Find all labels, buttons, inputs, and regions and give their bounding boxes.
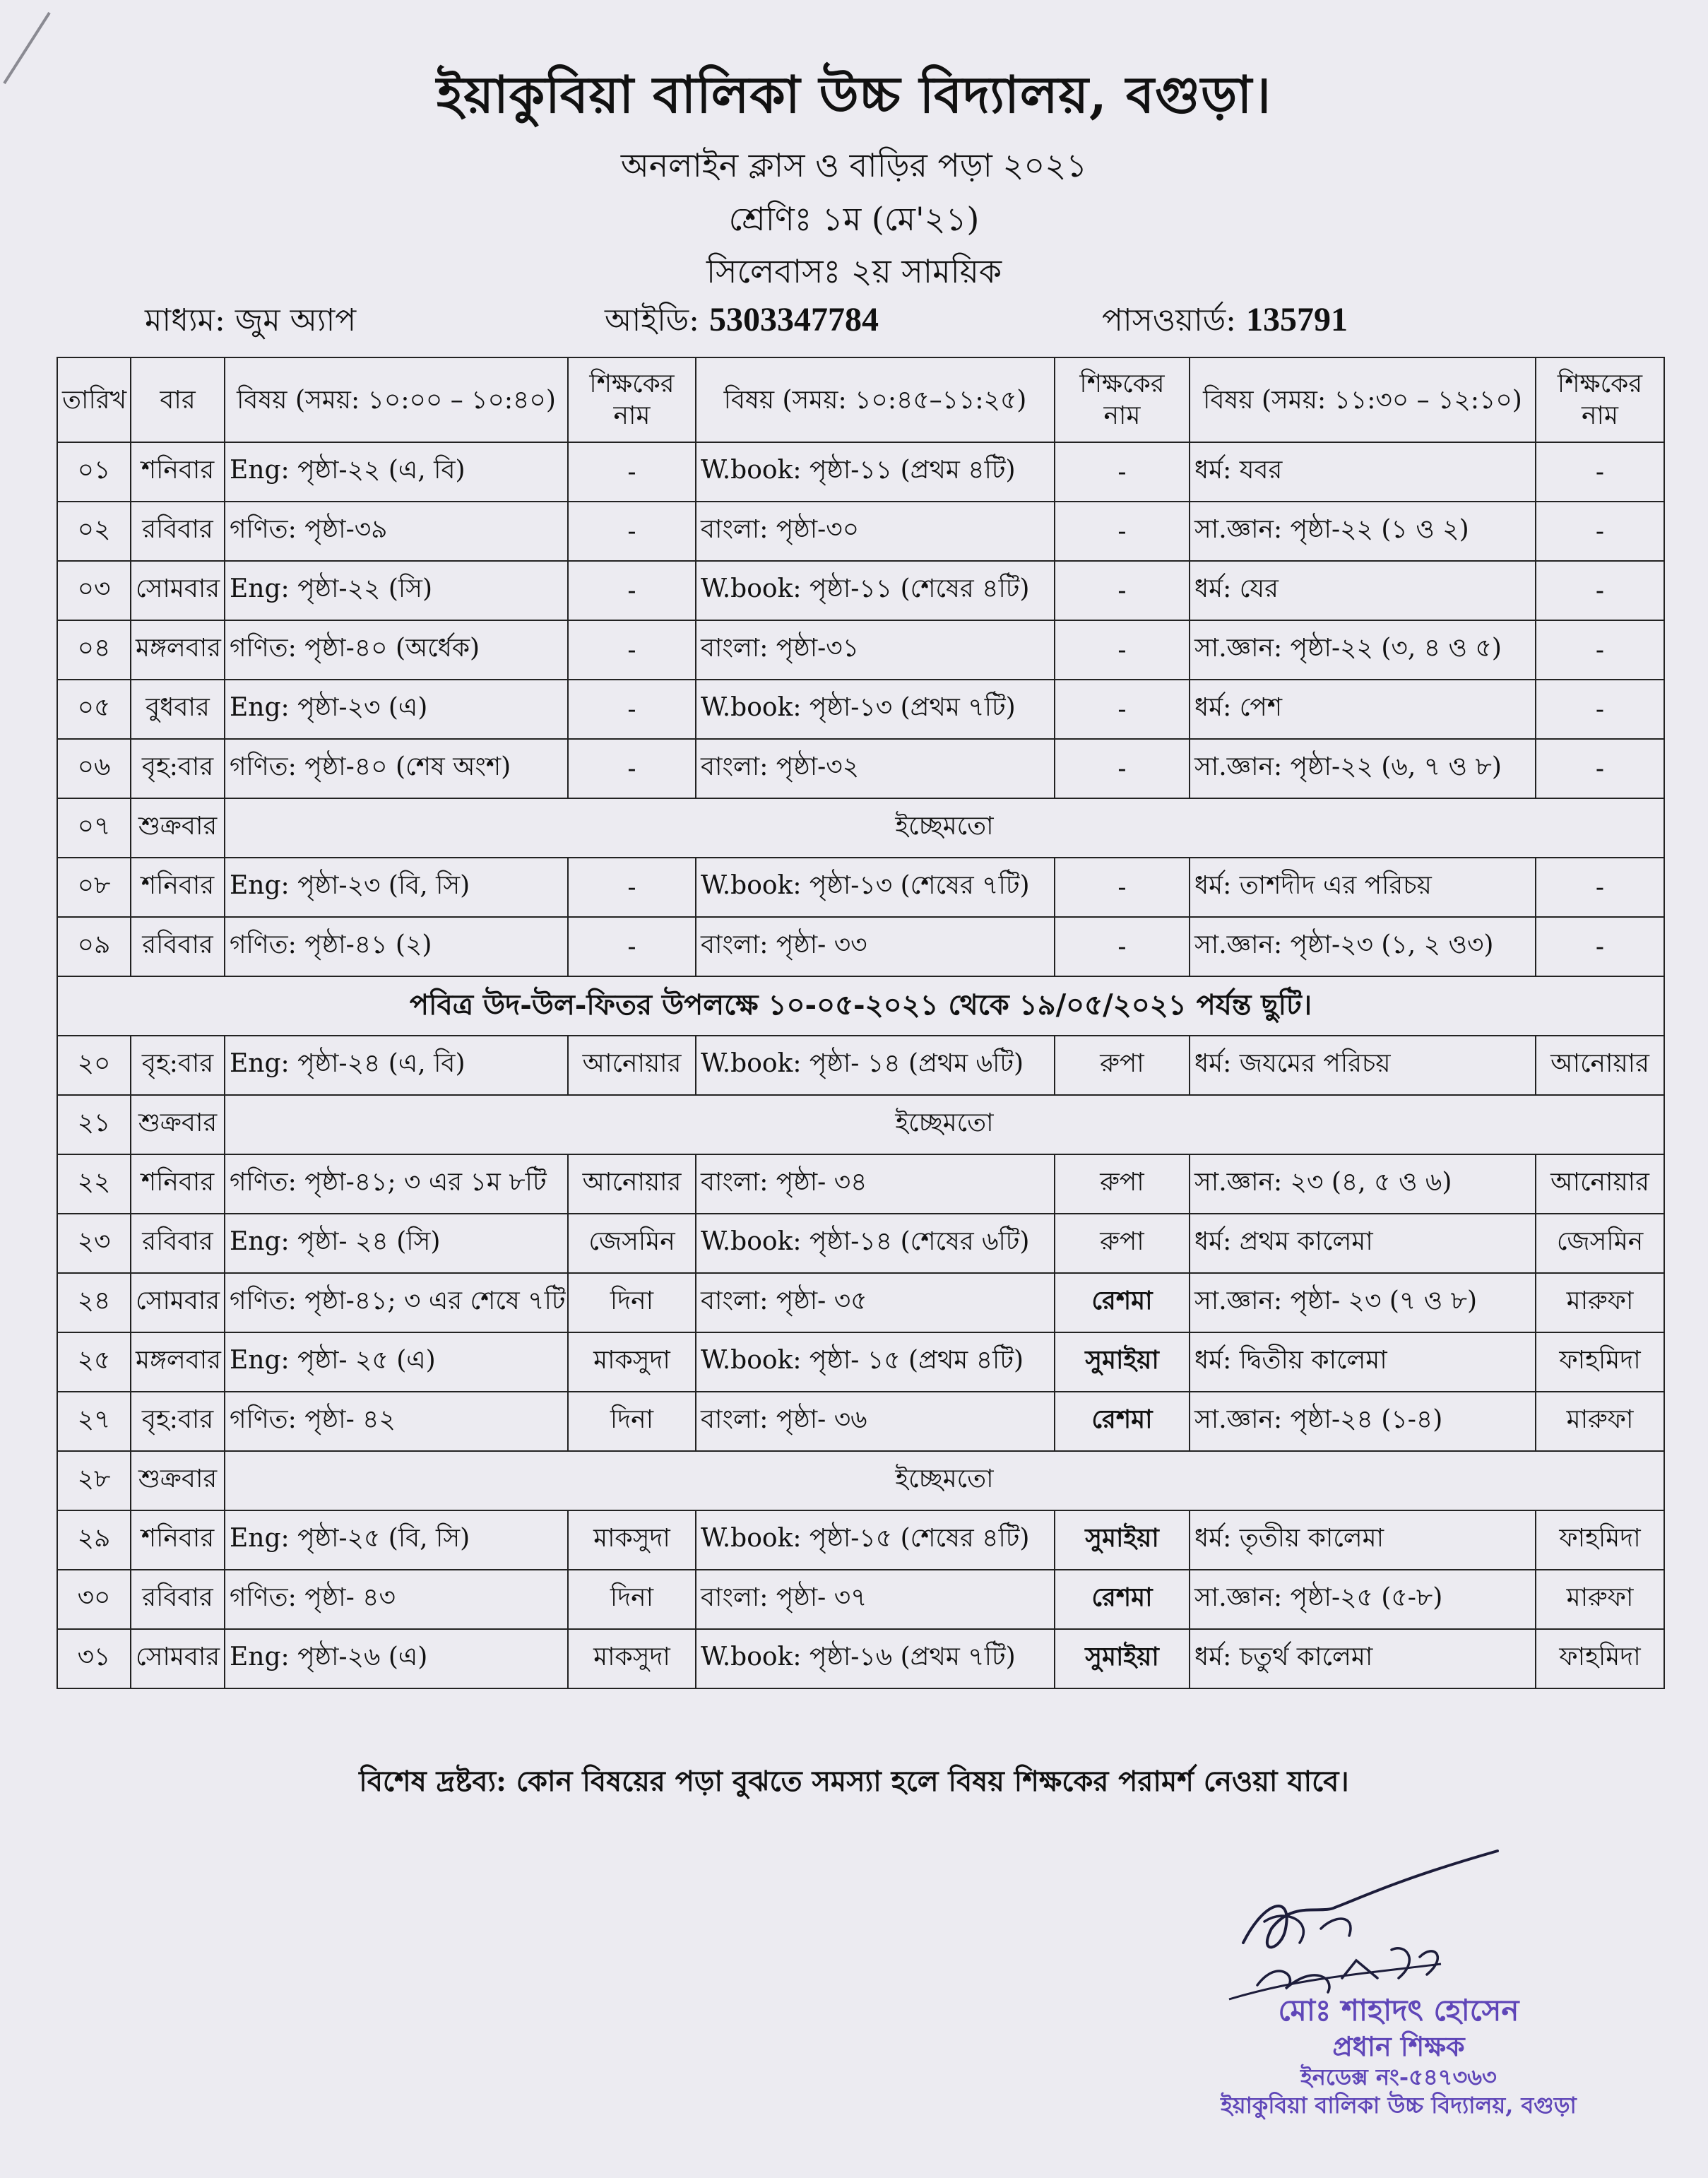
teacher-3-cell: মারুফা	[1536, 1392, 1664, 1451]
subject-3-cell: ধর্ম: জযমের পরিচয়	[1190, 1036, 1536, 1095]
meeting-id	[605, 297, 879, 348]
teacher-2-cell: -	[1055, 620, 1190, 680]
header-subject-1: বিষয় (সময়: ১০:০০ – ১০:৪০)	[225, 357, 568, 442]
schedule-body	[57, 442, 1664, 1688]
subtitle: অনলাইন ক্লাস ও বাড়ির পড়া ২০২১	[620, 146, 1088, 184]
subject-2-cell: W.book: পৃষ্ঠা- ১৫ (প্রথম ৪টি)	[696, 1332, 1055, 1392]
teacher-2-cell: -	[1055, 739, 1190, 798]
table-row	[57, 1154, 1664, 1214]
header-subject-2: বিষয় (সময়: ১০:৪৫–১১:২৫)	[696, 357, 1055, 442]
subject-1-cell: গণিত: পৃষ্ঠা-৪১; ৩ এর ১ম ৮টি	[225, 1154, 568, 1214]
meeting-info	[0, 297, 1708, 339]
table-header-row	[57, 357, 1664, 442]
date-cell: ০৪	[57, 620, 131, 680]
day-cell: শুক্রবার	[131, 798, 225, 858]
teacher-3-cell: আনোয়ার	[1536, 1036, 1664, 1095]
day-cell: শুক্রবার	[131, 1095, 225, 1154]
date-cell: ০৯	[57, 917, 131, 976]
teacher-3-cell: মারুফা	[1536, 1570, 1664, 1629]
subject-2-cell: বাংলা: পৃষ্ঠা- ৩৬	[696, 1392, 1055, 1451]
subject-2-cell: বাংলা: পৃষ্ঠা- ৩৫	[696, 1273, 1055, 1332]
stamp-index: ইনডেক্স নং-৫৪৭৩৬৩	[1300, 2064, 1497, 2090]
subject-2-cell: W.book: পৃষ্ঠা-১৬ (প্রথম ৭টি)	[696, 1629, 1055, 1688]
subject-3-cell: সা.জ্ঞান: পৃষ্ঠা-২৪ (১-৪)	[1190, 1392, 1536, 1451]
table-row	[57, 1510, 1664, 1570]
subject-3-cell: সা.জ্ঞান: পৃষ্ঠা-২৫ (৫-৮)	[1190, 1570, 1536, 1629]
subject-2-cell: বাংলা: পৃষ্ঠা- ৩৭	[696, 1570, 1055, 1629]
day-cell: শনিবার	[131, 442, 225, 502]
subject-2-cell: W.book: পৃষ্ঠা-১৫ (শেষের ৪টি)	[696, 1510, 1055, 1570]
teacher-1-cell: -	[568, 917, 696, 976]
teacher-2-cell: রুপা	[1055, 1214, 1190, 1273]
subject-3-cell: সা.জ্ঞান: পৃষ্ঠা-২২ (৬, ৭ ও ৮)	[1190, 739, 1536, 798]
teacher-3-cell: ফাহমিদা	[1536, 1510, 1664, 1570]
subject-2-cell: W.book: পৃষ্ঠা-১৩ (প্রথম ৭টি)	[696, 680, 1055, 739]
subject-3-cell: ধর্ম: চতুর্থ কালেমা	[1190, 1629, 1536, 1688]
table-row	[57, 739, 1664, 798]
date-cell: ২২	[57, 1154, 131, 1214]
date-cell: ২৭	[57, 1392, 131, 1451]
teacher-1-cell: দিনা	[568, 1392, 696, 1451]
subject-1-cell: Eng: পৃষ্ঠা-২৩ (বি, সি)	[225, 858, 568, 917]
school-title: ইয়াকুবিয়া বালিকা উচ্চ বিদ্যালয়, বগুড়া।	[437, 64, 1271, 124]
schedule-table	[57, 357, 1665, 1689]
free-day-cell: ইচ্ছেমতো	[225, 798, 1664, 858]
meeting-id-value: 5303347784	[709, 301, 879, 338]
date-cell: ০২	[57, 502, 131, 561]
date-cell: ০৫	[57, 680, 131, 739]
subject-1-cell: Eng: পৃষ্ঠা-২৪ (এ, বি)	[225, 1036, 568, 1095]
date-cell: ০৬	[57, 739, 131, 798]
meeting-id-label: আইডি:	[605, 302, 700, 338]
day-cell: শনিবার	[131, 1154, 225, 1214]
table-row	[57, 1036, 1664, 1095]
teacher-3-cell: -	[1536, 561, 1664, 620]
date-cell: ৩১	[57, 1629, 131, 1688]
footnote: বিশেষ দ্রষ্টব্য: কোন বিষয়ের পড়া বুঝতে সমস্যা হলে বিষয় শিক্ষকের পরামর্শ নেওয়া যাবে।	[359, 1765, 1349, 1798]
subject-2-cell: W.book: পৃষ্ঠা- ১৪ (প্রথম ৬টি)	[696, 1036, 1055, 1095]
day-cell: মঙ্গলবার	[131, 1332, 225, 1392]
teacher-3-cell: -	[1536, 858, 1664, 917]
table-row	[57, 858, 1664, 917]
teacher-2-cell: -	[1055, 917, 1190, 976]
subject-2-cell: বাংলা: পৃষ্ঠা-৩০	[696, 502, 1055, 561]
teacher-1-cell: -	[568, 858, 696, 917]
free-day-cell: ইচ্ছেমতো	[225, 1451, 1664, 1510]
teacher-2-cell: সুমাইয়া	[1055, 1629, 1190, 1688]
date-cell: ২৯	[57, 1510, 131, 1570]
table-row	[57, 1332, 1664, 1392]
subject-1-cell: Eng: পৃষ্ঠা-২২ (এ, বি)	[225, 442, 568, 502]
free-day-row	[57, 1095, 1664, 1154]
teacher-3-cell: -	[1536, 502, 1664, 561]
day-cell: রবিবার	[131, 1214, 225, 1273]
day-cell: সোমবার	[131, 1273, 225, 1332]
teacher-1-cell: দিনা	[568, 1273, 696, 1332]
password-value: 135791	[1245, 301, 1348, 338]
subject-2-cell: W.book: পৃষ্ঠা-১১ (প্রথম ৪টি)	[696, 442, 1055, 502]
subject-1-cell: Eng: পৃষ্ঠা-২৩ (এ)	[225, 680, 568, 739]
subject-3-cell: সা.জ্ঞান: পৃষ্ঠা-২২ (১ ও ২)	[1190, 502, 1536, 561]
stamp-designation: প্রধান শিক্ষক	[1332, 2030, 1465, 2062]
day-cell: শনিবার	[131, 858, 225, 917]
date-cell: ০১	[57, 442, 131, 502]
subject-1-cell: গণিত: পৃষ্ঠা-৩৯	[225, 502, 568, 561]
day-cell: শনিবার	[131, 1510, 225, 1570]
date-cell: ২৪	[57, 1273, 131, 1332]
table-row	[57, 1629, 1664, 1688]
date-cell: ২৫	[57, 1332, 131, 1392]
table-row	[57, 502, 1664, 561]
subject-2-cell: W.book: পৃষ্ঠা-১৩ (শেষের ৭টি)	[696, 858, 1055, 917]
teacher-1-cell: দিনা	[568, 1570, 696, 1629]
subject-1-cell: গণিত: পৃষ্ঠা- ৪৩	[225, 1570, 568, 1629]
subject-2-cell: W.book: পৃষ্ঠা-১৪ (শেষের ৬টি)	[696, 1214, 1055, 1273]
subject-3-cell: সা.জ্ঞান: পৃষ্ঠা-২৩ (১, ২ ও৩)	[1190, 917, 1536, 976]
headmaster-stamp	[1201, 1992, 1596, 2119]
subject-3-cell: ধর্ম: দ্বিতীয় কালেমা	[1190, 1332, 1536, 1392]
subject-3-cell: সা.জ্ঞান: পৃষ্ঠা- ২৩ (৭ ও ৮)	[1190, 1273, 1536, 1332]
teacher-1-cell: আনোয়ার	[568, 1154, 696, 1214]
subject-3-cell: ধর্ম: তৃতীয় কালেমা	[1190, 1510, 1536, 1570]
teacher-3-cell: মারুফা	[1536, 1273, 1664, 1332]
header-teacher-3: শিক্ষকের নাম	[1536, 357, 1664, 442]
teacher-1-cell: -	[568, 442, 696, 502]
teacher-1-cell: -	[568, 680, 696, 739]
day-cell: রবিবার	[131, 502, 225, 561]
date-cell: ২৮	[57, 1451, 131, 1510]
subject-1-cell: গণিত: পৃষ্ঠা-৪১; ৩ এর শেষে ৭টি	[225, 1273, 568, 1332]
header-day: বার	[131, 357, 225, 442]
teacher-2-cell: -	[1055, 858, 1190, 917]
subject-2-cell: বাংলা: পৃষ্ঠা-৩২	[696, 739, 1055, 798]
stamp-name: মোঃ শাহাদৎ হোসেন	[1278, 1993, 1519, 2028]
teacher-1-cell: আনোয়ার	[568, 1036, 696, 1095]
free-day-row	[57, 1451, 1664, 1510]
teacher-3-cell: -	[1536, 442, 1664, 502]
day-cell: বৃহ:বার	[131, 739, 225, 798]
medium-label: মাধ্যম: জুম অ্যাপ	[145, 302, 357, 338]
day-cell: রবিবার	[131, 917, 225, 976]
teacher-2-cell: -	[1055, 680, 1190, 739]
teacher-3-cell: জেসমিন	[1536, 1214, 1664, 1273]
subject-2-cell: বাংলা: পৃষ্ঠা- ৩৩	[696, 917, 1055, 976]
day-cell: শুক্রবার	[131, 1451, 225, 1510]
date-cell: ২১	[57, 1095, 131, 1154]
stamp-institution: ইয়াকুবিয়া বালিকা উচ্চ বিদ্যালয়, বগুড়া	[1221, 2092, 1577, 2119]
teacher-3-cell: ফাহমিদা	[1536, 1629, 1664, 1688]
subject-1-cell: গণিত: পৃষ্ঠা-৪০ (শেষ অংশ)	[225, 739, 568, 798]
subject-1-cell: Eng: পৃষ্ঠা-২৫ (বি, সি)	[225, 1510, 568, 1570]
date-cell: ০৮	[57, 858, 131, 917]
teacher-2-cell: সুমাইয়া	[1055, 1332, 1190, 1392]
teacher-2-cell: রেশমা	[1055, 1570, 1190, 1629]
headmaster-signature	[1215, 1837, 1512, 2006]
header-subject-3: বিষয় (সময়: ১১:৩০ – ১২:১০)	[1190, 357, 1536, 442]
table-row	[57, 1273, 1664, 1332]
subject-1-cell: Eng: পৃষ্ঠা- ২৪ (সি)	[225, 1214, 568, 1273]
date-cell: ৩০	[57, 1570, 131, 1629]
header-teacher-2: শিক্ষকের নাম	[1055, 357, 1190, 442]
teacher-2-cell: রুপা	[1055, 1036, 1190, 1095]
subject-1-cell: গণিত: পৃষ্ঠা-৪১ (২)	[225, 917, 568, 976]
subject-1-cell: গণিত: পৃষ্ঠা-৪০ (অর্ধেক)	[225, 620, 568, 680]
teacher-3-cell: -	[1536, 620, 1664, 680]
date-cell: ২০	[57, 1036, 131, 1095]
teacher-1-cell: -	[568, 561, 696, 620]
subject-3-cell: সা.জ্ঞান: ২৩ (৪, ৫ ও ৬)	[1190, 1154, 1536, 1214]
teacher-3-cell: আনোয়ার	[1536, 1154, 1664, 1214]
day-cell: সোমবার	[131, 1629, 225, 1688]
teacher-2-cell: রেশমা	[1055, 1273, 1190, 1332]
teacher-2-cell: -	[1055, 442, 1190, 502]
header-date: তারিখ	[57, 357, 131, 442]
teacher-2-cell: রুপা	[1055, 1154, 1190, 1214]
day-cell: বৃহ:বার	[131, 1392, 225, 1451]
table-row	[57, 442, 1664, 502]
day-cell: রবিবার	[131, 1570, 225, 1629]
free-day-row	[57, 798, 1664, 858]
teacher-1-cell: -	[568, 620, 696, 680]
teacher-2-cell: -	[1055, 561, 1190, 620]
subject-3-cell: ধর্ম: যের	[1190, 561, 1536, 620]
subject-3-cell: সা.জ্ঞান: পৃষ্ঠা-২২ (৩, ৪ ও ৫)	[1190, 620, 1536, 680]
day-cell: বুধবার	[131, 680, 225, 739]
syllabus-line: সিলেবাসঃ ২য় সাময়িক	[706, 252, 1002, 290]
date-cell: ২৩	[57, 1214, 131, 1273]
subject-3-cell: ধর্ম: তাশদীদ এর পরিচয়	[1190, 858, 1536, 917]
teacher-1-cell: মাকসুদা	[568, 1510, 696, 1570]
header-teacher-1: শিক্ষকের নাম	[568, 357, 696, 442]
subject-2-cell: বাংলা: পৃষ্ঠা-৩১	[696, 620, 1055, 680]
date-cell: ০৭	[57, 798, 131, 858]
teacher-3-cell: ফাহমিদা	[1536, 1332, 1664, 1392]
subject-1-cell: Eng: পৃষ্ঠা- ২৫ (এ)	[225, 1332, 568, 1392]
day-cell: সোমবার	[131, 561, 225, 620]
teacher-3-cell: -	[1536, 739, 1664, 798]
subject-3-cell: ধর্ম: যবর	[1190, 442, 1536, 502]
subject-2-cell: বাংলা: পৃষ্ঠা- ৩৪	[696, 1154, 1055, 1214]
table-row	[57, 680, 1664, 739]
teacher-3-cell: -	[1536, 917, 1664, 976]
holiday-notice: পবিত্র উদ-উল-ফিতর উপলক্ষে ১০-০৫-২০২১ থেকে ১৯/০৫/২০২১ পর্যন্ত ছুটি।	[57, 976, 1664, 1036]
table-row	[57, 1392, 1664, 1451]
table-row	[57, 620, 1664, 680]
teacher-2-cell: সুমাইয়া	[1055, 1510, 1190, 1570]
subject-3-cell: ধর্ম: পেশ	[1190, 680, 1536, 739]
free-day-cell: ইচ্ছেমতো	[225, 1095, 1664, 1154]
subject-2-cell: W.book: পৃষ্ঠা-১১ (শেষের ৪টি)	[696, 561, 1055, 620]
teacher-1-cell: মাকসুদা	[568, 1629, 696, 1688]
table-row	[57, 1214, 1664, 1273]
password-label: পাসওয়ার্ড:	[1102, 302, 1236, 338]
subject-1-cell: Eng: পৃষ্ঠা-২৬ (এ)	[225, 1629, 568, 1688]
meeting-password	[1102, 297, 1348, 348]
teacher-1-cell: -	[568, 502, 696, 561]
teacher-1-cell: মাকসুদা	[568, 1332, 696, 1392]
teacher-1-cell: জেসমিন	[568, 1214, 696, 1273]
subject-3-cell: ধর্ম: প্রথম কালেমা	[1190, 1214, 1536, 1273]
subject-1-cell: Eng: পৃষ্ঠা-২২ (সি)	[225, 561, 568, 620]
teacher-1-cell: -	[568, 739, 696, 798]
day-cell: মঙ্গলবার	[131, 620, 225, 680]
teacher-3-cell: -	[1536, 680, 1664, 739]
class-line: শ্রেণিঃ ১ম (মে'২১)	[728, 200, 980, 238]
teacher-2-cell: -	[1055, 502, 1190, 561]
date-cell: ০৩	[57, 561, 131, 620]
table-row	[57, 917, 1664, 976]
holiday-notice-row	[57, 976, 1664, 1036]
teacher-2-cell: রেশমা	[1055, 1392, 1190, 1451]
table-row	[57, 561, 1664, 620]
subject-1-cell: গণিত: পৃষ্ঠা- ৪২	[225, 1392, 568, 1451]
table-row	[57, 1570, 1664, 1629]
day-cell: বৃহ:বার	[131, 1036, 225, 1095]
